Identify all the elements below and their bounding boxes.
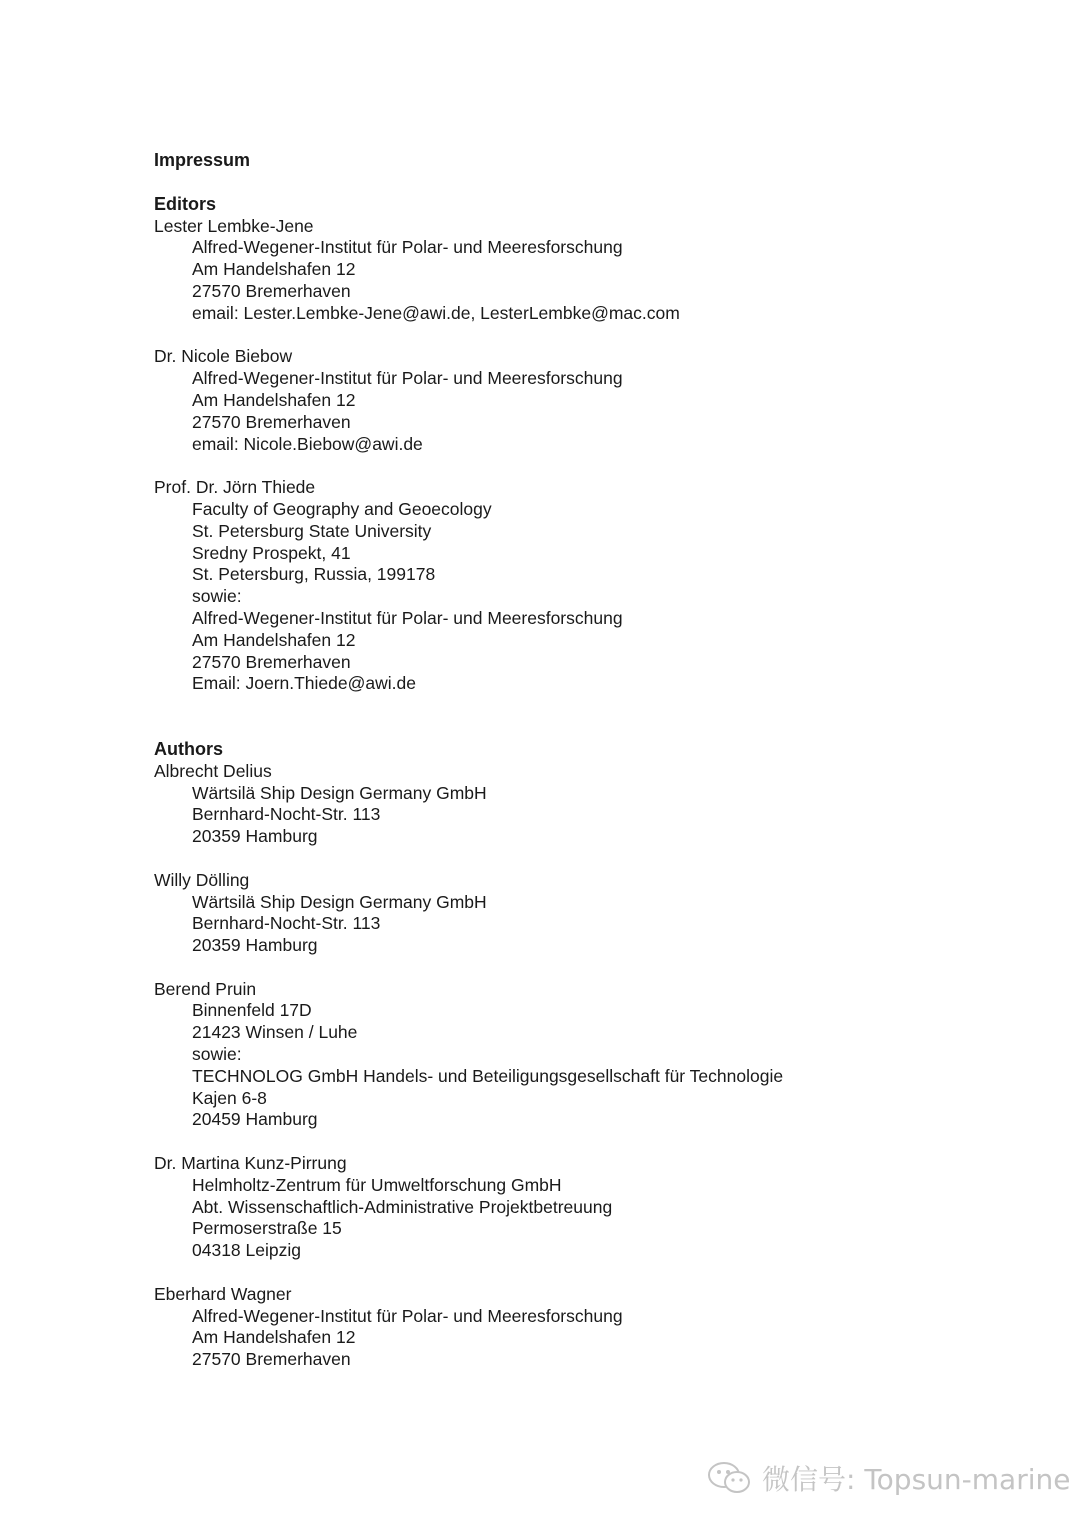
author-address-line: sowie: xyxy=(192,1044,242,1065)
author-address-line: 20459 Hamburg xyxy=(192,1109,318,1130)
author-address-line: 21423 Winsen / Luhe xyxy=(192,1022,358,1043)
editor-name: Dr. Nicole Biebow xyxy=(154,346,293,367)
author-address-line: Binnenfeld 17D xyxy=(192,1000,312,1021)
editor-address-line: Am Handelshafen 12 xyxy=(192,259,356,280)
editor-address-line: Alfred-Wegener-Institut für Polar- und Meeresforschung xyxy=(192,368,623,389)
author-address-line: Bernhard-Nocht-Str. 113 xyxy=(192,913,381,934)
author-entry xyxy=(154,870,1034,957)
author-address-line: TECHNOLOG GmbH Handels- und Beteiligungsgesellschaft für Technologie xyxy=(192,1065,784,1086)
editors-list xyxy=(154,216,1034,696)
editor-address-line: 27570 Bremerhaven xyxy=(192,411,351,432)
editor-address-line: email: Lester.Lembke-Jene@awi.de, LesterLembke@mac.com xyxy=(192,302,680,323)
authors-list xyxy=(154,761,1034,1371)
editor-address-line: sowie: xyxy=(192,586,242,607)
editor-address-line: St. Petersburg, Russia, 199178 xyxy=(192,564,436,585)
author-address-line: 04318 Leipzig xyxy=(192,1240,301,1261)
editor-address-line: Sredny Prospekt, 41 xyxy=(192,542,351,563)
author-address-line: Helmholtz-Zentrum für Umweltforschung GmbH xyxy=(192,1174,562,1195)
editor-address-line: Alfred-Wegener-Institut für Polar- und Meeresforschung xyxy=(192,237,623,258)
editor-name: Prof. Dr. Jörn Thiede xyxy=(154,477,316,498)
editor-address-line: Am Handelshafen 12 xyxy=(192,389,356,410)
author-entry xyxy=(154,1153,1034,1262)
author-name: Eberhard Wagner xyxy=(154,1283,292,1304)
impressum-content xyxy=(154,150,1034,1393)
author-address-line: Permoserstraße 15 xyxy=(192,1218,342,1239)
author-address-line: Wärtsilä Ship Design Germany GmbH xyxy=(192,891,487,912)
editor-address-line: 27570 Bremerhaven xyxy=(192,651,351,672)
author-address-line: 20359 Hamburg xyxy=(192,826,318,847)
editor-name: Lester Lembke-Jene xyxy=(154,215,314,236)
watermark xyxy=(706,1458,1070,1498)
editor-address-line: St. Petersburg State University xyxy=(192,520,432,541)
editor-entry xyxy=(154,346,1034,455)
author-address-line: Abt. Wissenschaftlich-Administrative Projektbetreuung xyxy=(192,1196,613,1217)
editor-entry xyxy=(154,477,1034,695)
author-address-line: Wärtsilä Ship Design Germany GmbH xyxy=(192,782,487,803)
author-name: Berend Pruin xyxy=(154,978,257,999)
author-entry xyxy=(154,1284,1034,1371)
author-address-line: Bernhard-Nocht-Str. 113 xyxy=(192,804,381,825)
author-name: Albrecht Delius xyxy=(154,760,272,781)
editor-entry xyxy=(154,216,1034,325)
author-entry xyxy=(154,979,1034,1132)
author-name: Willy Dölling xyxy=(154,869,250,890)
editor-address-line: Email: Joern.Thiede@awi.de xyxy=(192,673,416,694)
author-address-line: Kajen 6-8 xyxy=(192,1087,267,1108)
author-address-line: 27570 Bremerhaven xyxy=(192,1349,351,1370)
author-address-line: Am Handelshafen 12 xyxy=(192,1327,356,1348)
watermark-text: 微信号: Topsun-marine xyxy=(762,1463,1071,1496)
editor-address-line: email: Nicole.Biebow@awi.de xyxy=(192,433,423,454)
editor-address-line: Am Handelshafen 12 xyxy=(192,629,356,650)
editor-address-line: Faculty of Geography and Geoecology xyxy=(192,498,492,519)
author-name: Dr. Martina Kunz-Pirrung xyxy=(154,1153,347,1174)
editor-address-line: Alfred-Wegener-Institut für Polar- und Meeresforschung xyxy=(192,607,623,628)
author-entry xyxy=(154,761,1034,848)
wechat-icon xyxy=(706,1459,754,1497)
authors-heading: Authors xyxy=(154,738,223,759)
editor-address-line: 27570 Bremerhaven xyxy=(192,280,351,301)
editors-heading: Editors xyxy=(154,193,217,214)
page-title: Impressum xyxy=(154,150,251,170)
author-address-line: 20359 Hamburg xyxy=(192,935,318,956)
author-address-line: Alfred-Wegener-Institut für Polar- und Meeresforschung xyxy=(192,1305,623,1326)
